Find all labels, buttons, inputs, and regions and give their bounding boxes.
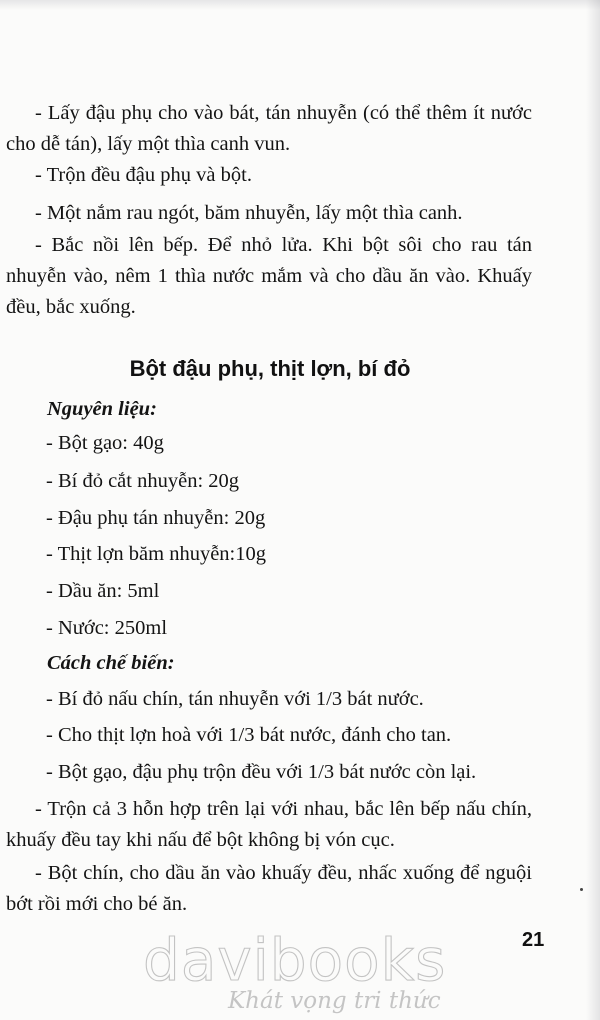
ingredient-item: - Bột gạo: 40g — [46, 432, 164, 454]
ingredient-item: - Dầu ăn: 5ml — [46, 580, 160, 602]
ingredient-item: - Đậu phụ tán nhuyễn: 20g — [46, 507, 266, 529]
intro-paragraph-1: - Lấy đậu phụ cho vào bát, tán nhuyễn (có thể thêm ít nước cho dễ tán), lấy một thìa canh vun. — [6, 102, 532, 155]
method-step: - Bột gạo, đậu phụ trộn đều với 1/3 bát nước còn lại. — [46, 761, 477, 783]
ingredient-item: - Nước: 250ml — [46, 617, 168, 639]
watermark-brand: davibooks — [143, 926, 447, 994]
method-heading: Cách chế biến: — [47, 652, 175, 674]
intro-paragraph-2: - Trộn đều đậu phụ và bột. — [35, 164, 252, 186]
method-step: - Bột chín, cho dầu ăn vào khuấy đều, nhấc xuống để nguội bớt rồi mới cho bé ăn. — [6, 862, 532, 915]
intro-paragraph-3: - Một nắm rau ngót, băm nhuyễn, lấy một thìa canh. — [35, 202, 463, 224]
watermark-tagline: Khát vọng tri thức — [228, 988, 441, 1014]
page-top-shadow — [0, 0, 600, 10]
page-edge-shadow — [586, 0, 600, 1020]
method-step: - Trộn cả 3 hỗn hợp trên lại với nhau, bắc lên bếp nấu chín, khuấy đều tay khi nấu để bột không bị vón cục. — [6, 798, 532, 851]
method-step: - Cho thịt lợn hoà với 1/3 bát nước, đánh cho tan. — [46, 724, 452, 746]
ingredient-item: - Thịt lợn băm nhuyễn:10g — [46, 543, 266, 565]
method-step: - Bí đỏ nấu chín, tán nhuyễn với 1/3 bát nước. — [46, 688, 424, 710]
page-number: 21 — [522, 929, 545, 951]
recipe-title: Bột đậu phụ, thịt lợn, bí đỏ — [129, 356, 411, 381]
intro-paragraph-4: - Bắc nồi lên bếp. Để nhỏ lửa. Khi bột sôi cho rau tán nhuyễn vào, nêm 1 thìa nước mắm và cho dầu ăn vào. Khuấy đều, bắc xuống. — [6, 234, 532, 318]
ingredient-item: - Bí đỏ cắt nhuyễn: 20g — [46, 470, 240, 492]
print-speck — [580, 888, 583, 891]
ingredients-heading: Nguyên liệu: — [47, 398, 157, 420]
